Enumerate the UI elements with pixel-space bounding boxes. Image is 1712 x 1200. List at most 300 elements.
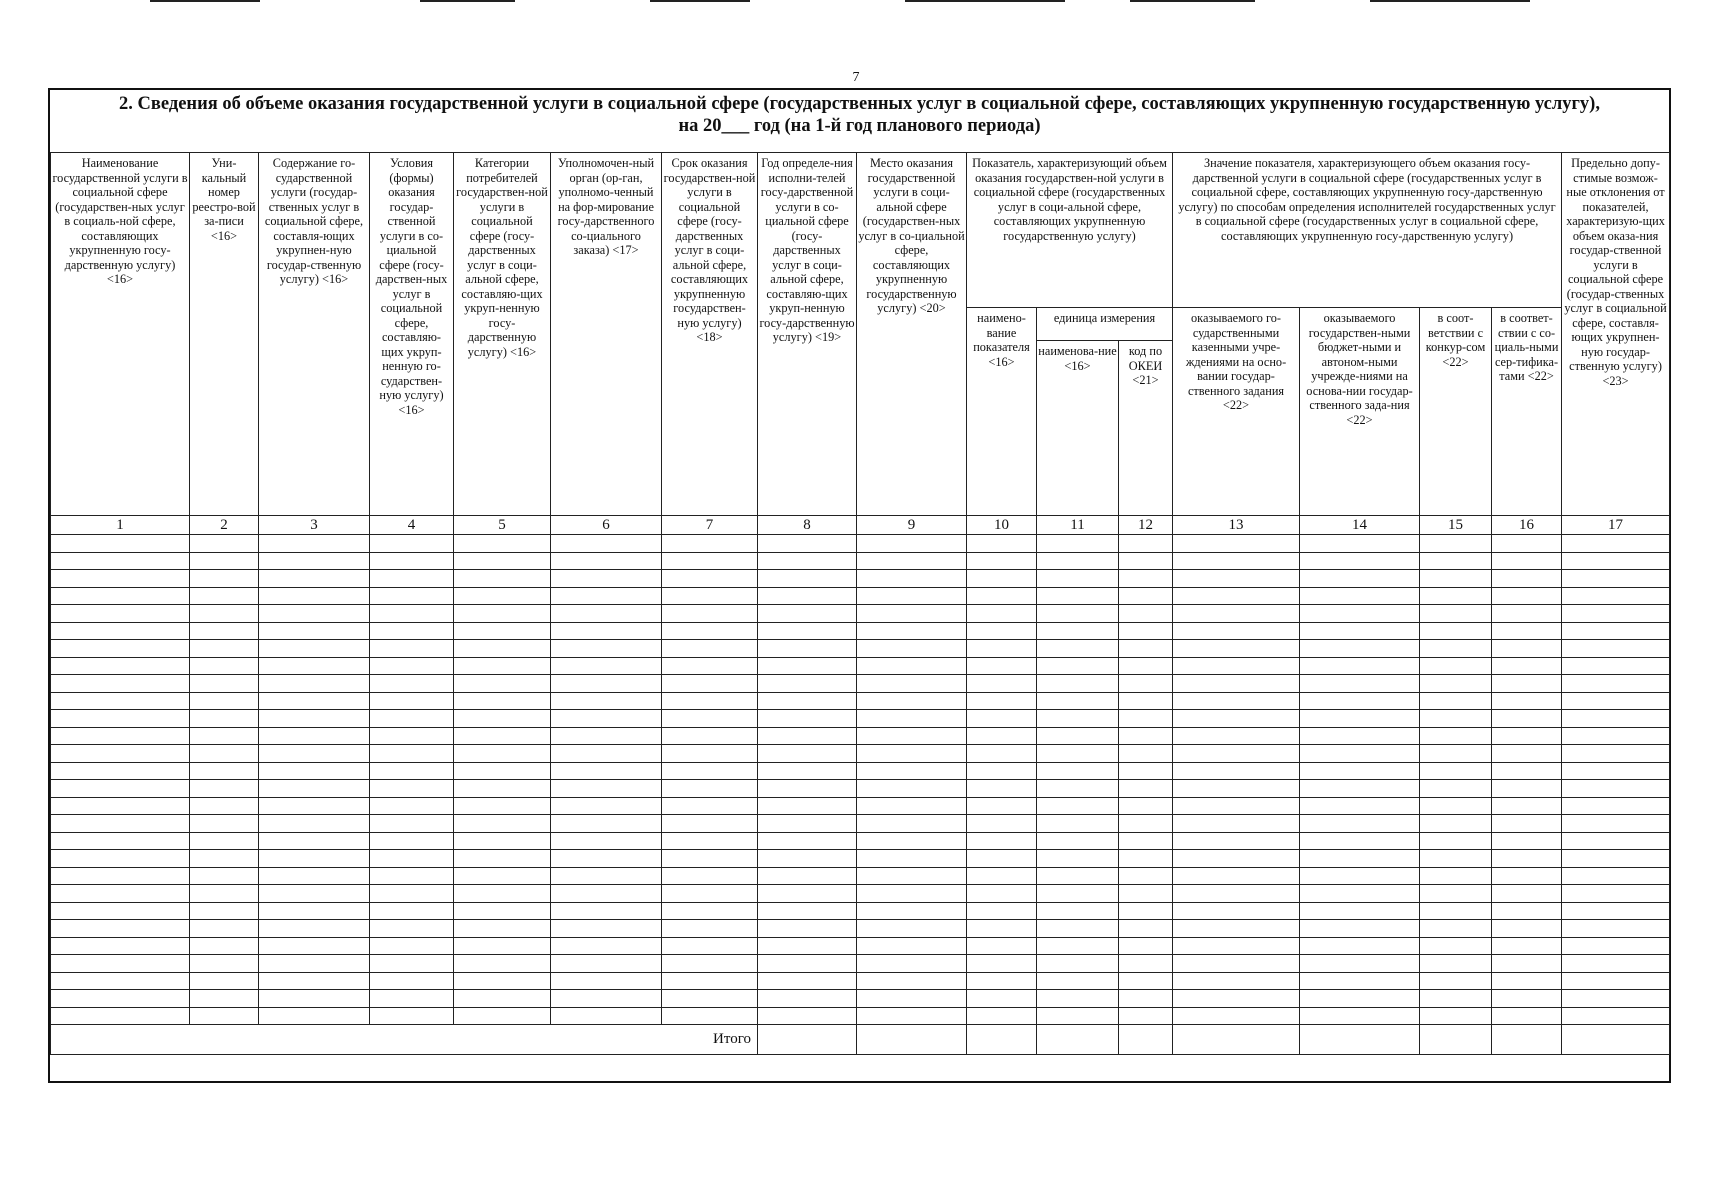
table-cell[interactable]: [857, 605, 967, 623]
table-cell[interactable]: [1119, 552, 1173, 570]
table-cell[interactable]: [1037, 937, 1119, 955]
table-cell[interactable]: [454, 745, 551, 763]
table-cell[interactable]: [551, 902, 662, 920]
table-cell[interactable]: [1173, 587, 1300, 605]
table-cell[interactable]: [758, 552, 857, 570]
table-cell[interactable]: [1420, 605, 1492, 623]
table-cell[interactable]: [857, 675, 967, 693]
table-cell[interactable]: [1300, 640, 1420, 658]
table-cell[interactable]: [1173, 622, 1300, 640]
total-cell[interactable]: [1492, 1025, 1562, 1055]
table-cell[interactable]: [1037, 902, 1119, 920]
table-cell[interactable]: [1037, 990, 1119, 1008]
table-cell[interactable]: [1420, 850, 1492, 868]
table-cell[interactable]: [662, 955, 758, 973]
table-cell[interactable]: [1562, 832, 1670, 850]
table-cell[interactable]: [758, 587, 857, 605]
table-cell[interactable]: [1492, 850, 1562, 868]
table-cell[interactable]: [967, 920, 1037, 938]
table-cell[interactable]: [454, 867, 551, 885]
table-cell[interactable]: [662, 605, 758, 623]
table-cell[interactable]: [1300, 885, 1420, 903]
table-cell[interactable]: [967, 605, 1037, 623]
table-cell[interactable]: [758, 990, 857, 1008]
table-cell[interactable]: [1119, 762, 1173, 780]
table-cell[interactable]: [857, 990, 967, 1008]
table-cell[interactable]: [190, 780, 259, 798]
table-cell[interactable]: [1300, 710, 1420, 728]
table-cell[interactable]: [758, 535, 857, 553]
table-cell[interactable]: [662, 990, 758, 1008]
table-cell[interactable]: [1420, 885, 1492, 903]
table-cell[interactable]: [1119, 605, 1173, 623]
table-cell[interactable]: [1119, 885, 1173, 903]
table-cell[interactable]: [51, 850, 190, 868]
table-cell[interactable]: [758, 832, 857, 850]
table-cell[interactable]: [454, 587, 551, 605]
table-cell[interactable]: [1492, 727, 1562, 745]
table-cell[interactable]: [370, 990, 454, 1008]
table-cell[interactable]: [967, 640, 1037, 658]
table-cell[interactable]: [51, 797, 190, 815]
table-cell[interactable]: [1037, 535, 1119, 553]
table-cell[interactable]: [967, 1007, 1037, 1025]
table-cell[interactable]: [259, 990, 370, 1008]
table-cell[interactable]: [51, 815, 190, 833]
table-cell[interactable]: [454, 832, 551, 850]
table-cell[interactable]: [857, 692, 967, 710]
table-cell[interactable]: [1562, 675, 1670, 693]
table-cell[interactable]: [967, 867, 1037, 885]
table-cell[interactable]: [1119, 815, 1173, 833]
table-cell[interactable]: [857, 570, 967, 588]
table-cell[interactable]: [1119, 850, 1173, 868]
total-cell[interactable]: [1562, 1025, 1670, 1055]
table-cell[interactable]: [1420, 640, 1492, 658]
table-cell[interactable]: [51, 867, 190, 885]
table-cell[interactable]: [1300, 937, 1420, 955]
table-cell[interactable]: [259, 937, 370, 955]
table-cell[interactable]: [967, 657, 1037, 675]
table-cell[interactable]: [1173, 745, 1300, 763]
table-cell[interactable]: [190, 605, 259, 623]
table-cell[interactable]: [454, 955, 551, 973]
table-cell[interactable]: [51, 990, 190, 1008]
table-cell[interactable]: [551, 675, 662, 693]
table-cell[interactable]: [857, 797, 967, 815]
table-cell[interactable]: [1300, 535, 1420, 553]
table-cell[interactable]: [190, 832, 259, 850]
table-cell[interactable]: [190, 692, 259, 710]
table-cell[interactable]: [1420, 797, 1492, 815]
table-cell[interactable]: [662, 902, 758, 920]
table-cell[interactable]: [370, 937, 454, 955]
table-cell[interactable]: [857, 850, 967, 868]
table-cell[interactable]: [454, 535, 551, 553]
table-cell[interactable]: [1119, 780, 1173, 798]
table-cell[interactable]: [190, 535, 259, 553]
table-cell[interactable]: [454, 710, 551, 728]
table-cell[interactable]: [967, 587, 1037, 605]
table-cell[interactable]: [1300, 727, 1420, 745]
table-cell[interactable]: [1492, 762, 1562, 780]
table-cell[interactable]: [1562, 745, 1670, 763]
table-cell[interactable]: [758, 605, 857, 623]
table-cell[interactable]: [370, 797, 454, 815]
table-cell[interactable]: [454, 657, 551, 675]
table-cell[interactable]: [551, 710, 662, 728]
table-cell[interactable]: [454, 902, 551, 920]
table-cell[interactable]: [1300, 867, 1420, 885]
table-cell[interactable]: [1119, 692, 1173, 710]
table-cell[interactable]: [1420, 815, 1492, 833]
table-cell[interactable]: [1119, 657, 1173, 675]
table-cell[interactable]: [1037, 867, 1119, 885]
table-cell[interactable]: [662, 535, 758, 553]
table-cell[interactable]: [454, 937, 551, 955]
table-cell[interactable]: [259, 570, 370, 588]
table-cell[interactable]: [1562, 850, 1670, 868]
table-cell[interactable]: [857, 815, 967, 833]
table-cell[interactable]: [259, 552, 370, 570]
table-cell[interactable]: [758, 762, 857, 780]
table-cell[interactable]: [857, 535, 967, 553]
table-cell[interactable]: [1562, 902, 1670, 920]
table-cell[interactable]: [1300, 657, 1420, 675]
table-cell[interactable]: [662, 920, 758, 938]
table-cell[interactable]: [857, 867, 967, 885]
table-cell[interactable]: [454, 990, 551, 1008]
table-cell[interactable]: [51, 727, 190, 745]
table-cell[interactable]: [370, 762, 454, 780]
table-cell[interactable]: [1562, 797, 1670, 815]
table-cell[interactable]: [1037, 920, 1119, 938]
table-cell[interactable]: [662, 1007, 758, 1025]
table-cell[interactable]: [758, 640, 857, 658]
table-cell[interactable]: [662, 832, 758, 850]
table-cell[interactable]: [454, 850, 551, 868]
table-cell[interactable]: [370, 552, 454, 570]
table-cell[interactable]: [370, 972, 454, 990]
table-cell[interactable]: [1119, 832, 1173, 850]
table-cell[interactable]: [1173, 832, 1300, 850]
table-cell[interactable]: [1492, 622, 1562, 640]
table-cell[interactable]: [857, 1007, 967, 1025]
table-cell[interactable]: [662, 692, 758, 710]
total-cell[interactable]: [758, 1025, 857, 1055]
table-cell[interactable]: [1173, 780, 1300, 798]
table-cell[interactable]: [190, 937, 259, 955]
table-cell[interactable]: [1492, 955, 1562, 973]
table-cell[interactable]: [1492, 797, 1562, 815]
table-cell[interactable]: [551, 815, 662, 833]
table-cell[interactable]: [1492, 675, 1562, 693]
table-cell[interactable]: [1037, 955, 1119, 973]
table-cell[interactable]: [967, 885, 1037, 903]
table-cell[interactable]: [1037, 570, 1119, 588]
table-cell[interactable]: [1037, 727, 1119, 745]
table-cell[interactable]: [1300, 972, 1420, 990]
table-cell[interactable]: [662, 937, 758, 955]
table-cell[interactable]: [1420, 1007, 1492, 1025]
table-cell[interactable]: [1173, 885, 1300, 903]
table-cell[interactable]: [1562, 710, 1670, 728]
table-cell[interactable]: [1420, 745, 1492, 763]
table-cell[interactable]: [259, 797, 370, 815]
table-cell[interactable]: [259, 762, 370, 780]
table-cell[interactable]: [662, 727, 758, 745]
table-cell[interactable]: [1119, 710, 1173, 728]
table-cell[interactable]: [190, 552, 259, 570]
table-cell[interactable]: [1119, 955, 1173, 973]
table-cell[interactable]: [370, 885, 454, 903]
table-cell[interactable]: [1173, 605, 1300, 623]
table-cell[interactable]: [454, 605, 551, 623]
table-cell[interactable]: [1562, 552, 1670, 570]
table-cell[interactable]: [551, 885, 662, 903]
table-cell[interactable]: [1173, 727, 1300, 745]
table-cell[interactable]: [1492, 780, 1562, 798]
table-cell[interactable]: [758, 867, 857, 885]
table-cell[interactable]: [662, 622, 758, 640]
table-cell[interactable]: [370, 692, 454, 710]
table-cell[interactable]: [551, 605, 662, 623]
table-cell[interactable]: [1119, 920, 1173, 938]
table-cell[interactable]: [51, 692, 190, 710]
table-cell[interactable]: [551, 920, 662, 938]
table-cell[interactable]: [1420, 972, 1492, 990]
total-cell[interactable]: [857, 1025, 967, 1055]
table-cell[interactable]: [1037, 605, 1119, 623]
table-cell[interactable]: [1173, 972, 1300, 990]
table-cell[interactable]: [454, 675, 551, 693]
table-cell[interactable]: [454, 815, 551, 833]
table-cell[interactable]: [857, 937, 967, 955]
table-cell[interactable]: [259, 955, 370, 973]
table-cell[interactable]: [967, 832, 1037, 850]
table-cell[interactable]: [857, 920, 967, 938]
table-cell[interactable]: [190, 972, 259, 990]
table-cell[interactable]: [454, 640, 551, 658]
table-cell[interactable]: [1037, 797, 1119, 815]
table-cell[interactable]: [190, 990, 259, 1008]
table-cell[interactable]: [370, 850, 454, 868]
table-cell[interactable]: [758, 955, 857, 973]
table-cell[interactable]: [662, 640, 758, 658]
table-cell[interactable]: [259, 867, 370, 885]
table-cell[interactable]: [51, 885, 190, 903]
table-cell[interactable]: [662, 587, 758, 605]
table-cell[interactable]: [857, 710, 967, 728]
table-cell[interactable]: [1119, 640, 1173, 658]
table-cell[interactable]: [1420, 990, 1492, 1008]
table-cell[interactable]: [1492, 885, 1562, 903]
table-cell[interactable]: [1037, 710, 1119, 728]
table-cell[interactable]: [1562, 885, 1670, 903]
table-cell[interactable]: [967, 535, 1037, 553]
table-cell[interactable]: [454, 692, 551, 710]
table-cell[interactable]: [1173, 815, 1300, 833]
table-cell[interactable]: [758, 727, 857, 745]
table-cell[interactable]: [51, 552, 190, 570]
table-cell[interactable]: [1300, 955, 1420, 973]
table-cell[interactable]: [1562, 955, 1670, 973]
table-cell[interactable]: [551, 867, 662, 885]
table-cell[interactable]: [51, 972, 190, 990]
table-cell[interactable]: [1173, 937, 1300, 955]
table-cell[interactable]: [1037, 640, 1119, 658]
table-cell[interactable]: [259, 692, 370, 710]
table-cell[interactable]: [1562, 1007, 1670, 1025]
table-cell[interactable]: [1173, 1007, 1300, 1025]
table-cell[interactable]: [190, 955, 259, 973]
table-cell[interactable]: [1119, 587, 1173, 605]
table-cell[interactable]: [1562, 920, 1670, 938]
table-cell[interactable]: [1562, 657, 1670, 675]
table-cell[interactable]: [259, 815, 370, 833]
table-cell[interactable]: [857, 780, 967, 798]
table-cell[interactable]: [259, 885, 370, 903]
table-cell[interactable]: [662, 972, 758, 990]
table-cell[interactable]: [190, 867, 259, 885]
table-cell[interactable]: [1420, 762, 1492, 780]
table-cell[interactable]: [1173, 552, 1300, 570]
table-cell[interactable]: [758, 937, 857, 955]
table-cell[interactable]: [1119, 1007, 1173, 1025]
table-cell[interactable]: [1492, 535, 1562, 553]
table-cell[interactable]: [551, 552, 662, 570]
table-cell[interactable]: [1037, 762, 1119, 780]
table-cell[interactable]: [967, 850, 1037, 868]
table-cell[interactable]: [758, 657, 857, 675]
table-cell[interactable]: [1300, 762, 1420, 780]
table-cell[interactable]: [1173, 902, 1300, 920]
table-cell[interactable]: [967, 762, 1037, 780]
table-cell[interactable]: [1119, 535, 1173, 553]
table-cell[interactable]: [370, 622, 454, 640]
table-cell[interactable]: [551, 622, 662, 640]
table-cell[interactable]: [1300, 780, 1420, 798]
table-cell[interactable]: [1492, 570, 1562, 588]
table-cell[interactable]: [190, 640, 259, 658]
table-cell[interactable]: [259, 972, 370, 990]
table-cell[interactable]: [857, 622, 967, 640]
table-cell[interactable]: [1562, 762, 1670, 780]
table-cell[interactable]: [454, 552, 551, 570]
table-cell[interactable]: [1420, 902, 1492, 920]
table-cell[interactable]: [51, 622, 190, 640]
table-cell[interactable]: [1420, 570, 1492, 588]
table-cell[interactable]: [1300, 675, 1420, 693]
table-cell[interactable]: [1420, 920, 1492, 938]
table-cell[interactable]: [1492, 902, 1562, 920]
table-cell[interactable]: [758, 622, 857, 640]
table-cell[interactable]: [1562, 990, 1670, 1008]
table-cell[interactable]: [370, 587, 454, 605]
table-cell[interactable]: [551, 797, 662, 815]
table-cell[interactable]: [259, 657, 370, 675]
table-cell[interactable]: [454, 780, 551, 798]
table-cell[interactable]: [551, 955, 662, 973]
table-cell[interactable]: [758, 780, 857, 798]
table-cell[interactable]: [190, 920, 259, 938]
total-cell[interactable]: [1300, 1025, 1420, 1055]
table-cell[interactable]: [967, 745, 1037, 763]
table-cell[interactable]: [1119, 937, 1173, 955]
table-cell[interactable]: [857, 955, 967, 973]
table-cell[interactable]: [1300, 1007, 1420, 1025]
table-cell[interactable]: [190, 657, 259, 675]
table-cell[interactable]: [259, 902, 370, 920]
table-cell[interactable]: [551, 640, 662, 658]
table-cell[interactable]: [51, 920, 190, 938]
table-cell[interactable]: [1173, 850, 1300, 868]
table-cell[interactable]: [857, 587, 967, 605]
table-cell[interactable]: [190, 762, 259, 780]
table-cell[interactable]: [1420, 710, 1492, 728]
table-cell[interactable]: [370, 640, 454, 658]
table-cell[interactable]: [1037, 780, 1119, 798]
table-cell[interactable]: [1119, 867, 1173, 885]
table-cell[interactable]: [662, 657, 758, 675]
table-cell[interactable]: [551, 692, 662, 710]
table-cell[interactable]: [1173, 675, 1300, 693]
table-cell[interactable]: [551, 657, 662, 675]
table-cell[interactable]: [551, 832, 662, 850]
table-cell[interactable]: [967, 692, 1037, 710]
total-cell[interactable]: [1119, 1025, 1173, 1055]
table-cell[interactable]: [1173, 570, 1300, 588]
table-cell[interactable]: [1420, 780, 1492, 798]
table-cell[interactable]: [758, 972, 857, 990]
table-cell[interactable]: [1173, 797, 1300, 815]
table-cell[interactable]: [51, 605, 190, 623]
table-cell[interactable]: [259, 1007, 370, 1025]
table-cell[interactable]: [1492, 972, 1562, 990]
table-cell[interactable]: [259, 622, 370, 640]
table-cell[interactable]: [662, 675, 758, 693]
table-cell[interactable]: [1037, 552, 1119, 570]
table-cell[interactable]: [259, 535, 370, 553]
table-cell[interactable]: [967, 622, 1037, 640]
table-cell[interactable]: [662, 762, 758, 780]
table-cell[interactable]: [967, 937, 1037, 955]
table-cell[interactable]: [551, 850, 662, 868]
table-cell[interactable]: [857, 745, 967, 763]
table-cell[interactable]: [259, 745, 370, 763]
table-cell[interactable]: [758, 710, 857, 728]
table-cell[interactable]: [190, 1007, 259, 1025]
table-cell[interactable]: [857, 832, 967, 850]
table-cell[interactable]: [662, 780, 758, 798]
table-cell[interactable]: [51, 710, 190, 728]
table-cell[interactable]: [857, 885, 967, 903]
table-cell[interactable]: [1420, 657, 1492, 675]
table-cell[interactable]: [1173, 955, 1300, 973]
table-cell[interactable]: [190, 902, 259, 920]
table-cell[interactable]: [190, 675, 259, 693]
table-cell[interactable]: [1420, 727, 1492, 745]
table-cell[interactable]: [259, 710, 370, 728]
table-cell[interactable]: [967, 675, 1037, 693]
table-cell[interactable]: [967, 727, 1037, 745]
table-cell[interactable]: [967, 710, 1037, 728]
table-cell[interactable]: [1037, 692, 1119, 710]
table-cell[interactable]: [662, 797, 758, 815]
table-cell[interactable]: [190, 622, 259, 640]
table-cell[interactable]: [259, 675, 370, 693]
table-cell[interactable]: [190, 587, 259, 605]
